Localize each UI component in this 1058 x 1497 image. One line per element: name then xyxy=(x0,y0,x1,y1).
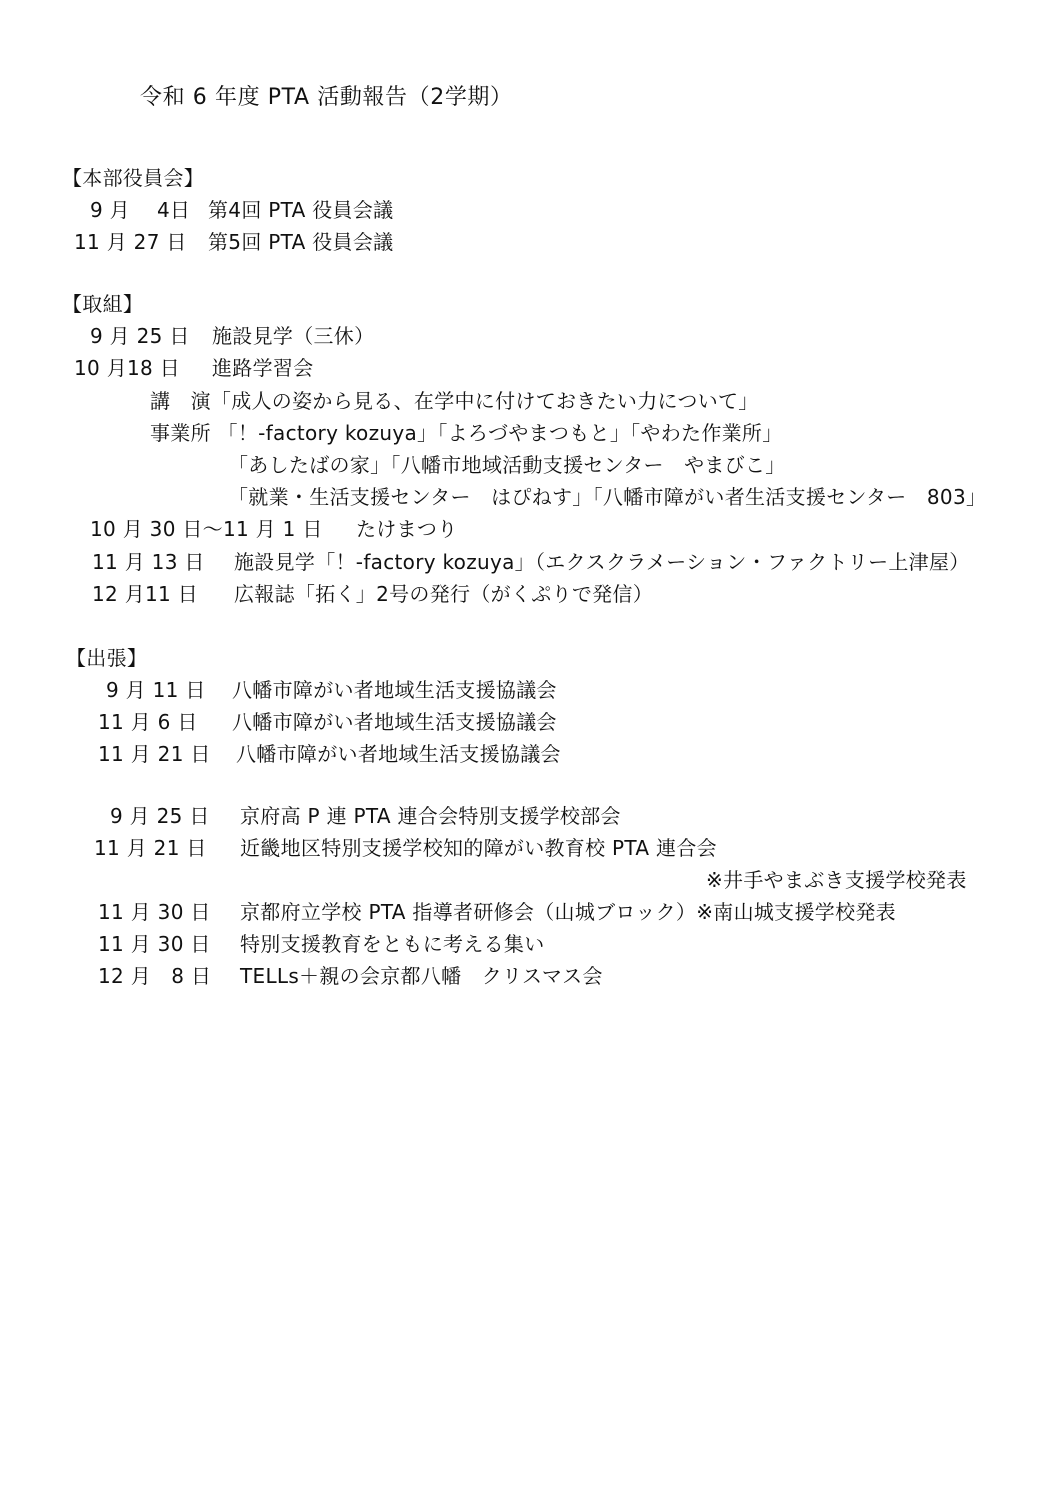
shucchou-text-7: 特別支援教育をともに考える集い xyxy=(240,932,545,956)
torikumi-date-4: 11 月 13 日 xyxy=(92,550,205,574)
shucchou-text-5: 近畿地区特別支援学校知的障がい教育校 PTA 連合会 xyxy=(240,836,717,860)
page-title: 令和 6 年度 PTA 活動報告（2学期） xyxy=(140,85,513,110)
shucchou-date-5: 11 月 21 日 xyxy=(94,836,207,860)
torikumi-text-5: 広報誌「拓く」2号の発行（がくぷりで発信） xyxy=(234,582,654,606)
shucchou-date-3: 11 月 21 日 xyxy=(98,742,211,766)
shucchou-text-6: 京都府立学校 PTA 指導者研修会（山城ブロック）※南山城支援学校発表 xyxy=(240,900,896,924)
honbu-date-1: 9 月 4日 xyxy=(90,198,191,222)
torikumi-date-5: 12 月11 日 xyxy=(92,582,199,606)
shucchou-text-2: 八幡市障がい者地域生活支援協議会 xyxy=(232,710,557,734)
shucchou-date-8: 12 月 8 日 xyxy=(98,964,212,988)
shucchou-note-1: ※井手やまぶき支援学校発表 xyxy=(706,868,967,892)
torikumi-text-4: 施設見学「！-factory kozuya」（エクスクラメーション・ファクトリー上津屋） xyxy=(234,550,970,574)
shucchou-date-7: 11 月 30 日 xyxy=(98,932,211,956)
honbu-text-1: 第4回 PTA 役員会議 xyxy=(208,198,394,222)
torikumi-date-1: 9 月 25 日 xyxy=(90,324,190,348)
shucchou-date-6: 11 月 30 日 xyxy=(98,900,211,924)
torikumi-text-1: 施設見学（三休） xyxy=(212,324,375,348)
lecture-line: 講 演「成人の姿から見る、在学中に付けておきたい力について」 xyxy=(150,389,759,413)
office-line-3: 「就業・生活支援センター はぴねす」「八幡市障がい者生活支援センター 803」 xyxy=(228,485,987,509)
shucchou-date-4: 9 月 25 日 xyxy=(110,804,210,828)
shucchou-text-8: TELLs＋親の会京都八幡 クリスマス会 xyxy=(240,964,603,988)
section-heading-honbu: 【本部役員会】 xyxy=(62,166,205,190)
honbu-date-2: 11 月 27 日 xyxy=(74,230,187,254)
office-line-2: 「あしたばの家」「八幡市地域活動支援センター やまびこ」 xyxy=(228,453,786,477)
section-heading-torikumi: 【取組】 xyxy=(62,292,144,316)
section-heading-shucchou: 【出張】 xyxy=(66,646,148,670)
honbu-text-2: 第5回 PTA 役員会議 xyxy=(208,230,394,254)
shucchou-text-3: 八幡市障がい者地域生活支援協議会 xyxy=(236,742,561,766)
shucchou-date-1: 9 月 11 日 xyxy=(106,678,206,702)
torikumi-date-2: 10 月18 日 xyxy=(74,356,181,380)
shucchou-text-1: 八幡市障がい者地域生活支援協議会 xyxy=(232,678,557,702)
torikumi-text-2: 進路学習会 xyxy=(212,356,314,380)
shucchou-date-2: 11 月 6 日 xyxy=(98,710,198,734)
shucchou-text-4: 京府高 P 連 PTA 連合会特別支援学校部会 xyxy=(240,804,621,828)
torikumi-text-3: たけまつり xyxy=(356,517,458,541)
torikumi-date-3: 10 月 30 日～11 月 1 日 xyxy=(90,517,323,541)
office-line-1: 事業所 「！-factory kozuya」「よろづやまつもと」「やわた作業所」 xyxy=(150,421,783,445)
